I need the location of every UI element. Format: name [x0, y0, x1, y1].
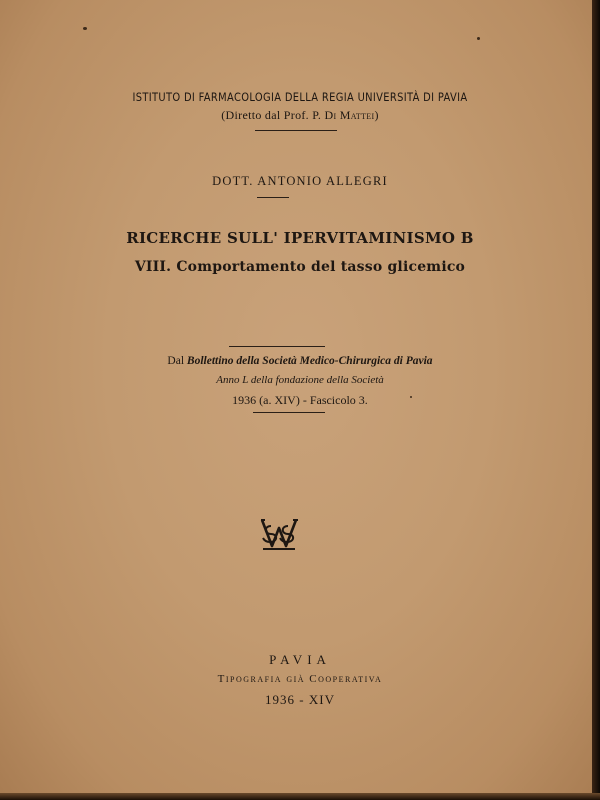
- director-suffix: ): [374, 108, 379, 122]
- page-edge-right: [592, 0, 600, 800]
- printer-monogram-icon: [259, 516, 299, 552]
- anniversary-line: Anno L della fondazione della Società: [216, 374, 384, 386]
- printer-name: Tipografia già Cooperativa: [217, 673, 383, 685]
- issue-line: 1936 (a. XIV) - Fascicolo 3.: [232, 393, 368, 407]
- paper-speck: [83, 27, 87, 30]
- source-journal-line: [0, 355, 600, 367]
- institute-name: ISTITUTO DI FARMACOLOGIA DELLA REGIA UNIVERSITÀ DI PAVIA: [132, 90, 468, 104]
- source-prefix: Dal: [167, 355, 187, 367]
- divider-rule: [229, 346, 325, 347]
- director-name: Di Mattei: [324, 108, 375, 122]
- document-title: RICERCHE SULL' IPERVITAMINISMO B: [126, 229, 474, 247]
- author-name: DOTT. ANTONIO ALLEGRI: [212, 174, 388, 188]
- publication-year: 1936 - XIV: [265, 692, 335, 707]
- journal-name: Bollettino della Società Medico-Chirurgica di Pavia: [186, 355, 433, 367]
- page-edge-bottom: [0, 793, 600, 800]
- director-prefix: (Diretto dal Prof. P.: [221, 108, 325, 122]
- divider-rule: [257, 197, 289, 198]
- paper-speck: [477, 37, 480, 40]
- document-subtitle: VIII. Comportamento del tasso glicemico: [134, 259, 466, 275]
- publisher-city: PAVIA: [269, 652, 331, 667]
- divider-rule: [253, 412, 325, 413]
- director-line: [0, 108, 600, 123]
- divider-rule: [255, 130, 337, 131]
